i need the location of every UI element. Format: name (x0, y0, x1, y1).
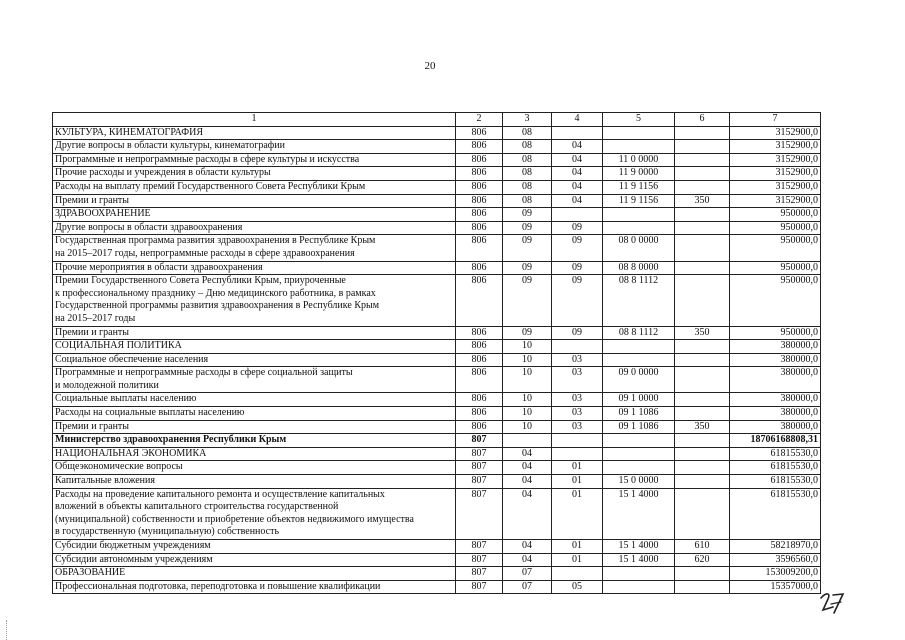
row-name (53, 326, 456, 340)
subsection-code: 03 (552, 353, 603, 367)
section-code: 09 (503, 275, 552, 326)
admin-code: 807 (456, 447, 503, 461)
amount: 61815530,0 (730, 488, 821, 539)
row-name-line: Профессиональная подготовка, переподготовка и повышение квалификации (55, 580, 381, 592)
table-row (53, 393, 821, 407)
row-name (53, 126, 456, 140)
amount: 380000,0 (730, 367, 821, 393)
amount: 3152900,0 (730, 167, 821, 181)
table-row (53, 567, 821, 581)
row-name-line: Министерство здравоохранения Республики Крым (55, 434, 287, 446)
section-code: 10 (503, 393, 552, 407)
row-name-line: Расходы на выплату премий Государственного Совета Республики Крым (55, 180, 366, 192)
subsection-code: 04 (552, 140, 603, 154)
subsection-code: 03 (552, 393, 603, 407)
section-code: 09 (503, 208, 552, 222)
row-name-line: ОБРАЗОВАНИЕ (55, 567, 126, 579)
admin-code: 806 (456, 367, 503, 393)
row-name-line: Прочие расходы и учреждения в области культуры (55, 167, 271, 179)
amount: 61815530,0 (730, 447, 821, 461)
section-code: 07 (503, 580, 552, 594)
subsection-code: 04 (552, 180, 603, 194)
subsection-code (552, 208, 603, 222)
row-name-line: Государственная программа развития здравоохранения в Республике Крым (55, 235, 376, 247)
amount: 18706168808,31 (730, 434, 821, 448)
section-code: 07 (503, 567, 552, 581)
target-article: 09 0 0000 (603, 367, 675, 393)
expense-type (675, 393, 730, 407)
row-name-line: (муниципальной) собственности и приобретение объектов недвижимого имущества (55, 513, 414, 525)
target-article: 15 1 4000 (603, 540, 675, 554)
admin-code: 806 (456, 194, 503, 208)
target-article (603, 461, 675, 475)
table-row (53, 447, 821, 461)
admin-code: 806 (456, 340, 503, 354)
target-article: 15 1 4000 (603, 553, 675, 567)
target-article: 11 9 1156 (603, 194, 675, 208)
amount: 380000,0 (730, 407, 821, 421)
target-article (603, 580, 675, 594)
section-code (503, 434, 552, 448)
admin-code: 807 (456, 475, 503, 489)
row-name-line: Премии и гранты (55, 326, 130, 338)
amount: 380000,0 (730, 340, 821, 354)
row-name (53, 261, 456, 275)
row-name (53, 407, 456, 421)
table-row (53, 580, 821, 594)
amount: 15357000,0 (730, 580, 821, 594)
subsection-code: 03 (552, 407, 603, 421)
admin-code: 807 (456, 461, 503, 475)
section-code: 09 (503, 221, 552, 235)
table-row (53, 420, 821, 434)
table-row (53, 180, 821, 194)
table-row (53, 461, 821, 475)
subsection-code: 09 (552, 261, 603, 275)
target-article (603, 126, 675, 140)
table-row (53, 434, 821, 448)
row-name (53, 167, 456, 181)
subsection-code (552, 447, 603, 461)
expense-type (675, 126, 730, 140)
row-name (53, 140, 456, 154)
expense-type (675, 221, 730, 235)
amount: 380000,0 (730, 353, 821, 367)
target-article: 11 9 0000 (603, 167, 675, 181)
section-code: 08 (503, 180, 552, 194)
amount: 153009200,0 (730, 567, 821, 581)
table-row (53, 208, 821, 222)
target-article: 08 8 0000 (603, 261, 675, 275)
row-name-line: Субсидии бюджетным учреждениям (55, 540, 211, 551)
table-row (53, 153, 821, 167)
expense-type (675, 407, 730, 421)
row-name-line: Общеэкономические вопросы (55, 461, 183, 473)
admin-code: 807 (456, 567, 503, 581)
expense-type: 350 (675, 326, 730, 340)
row-name (53, 461, 456, 475)
target-article (603, 340, 675, 354)
admin-code: 806 (456, 221, 503, 235)
section-code: 10 (503, 420, 552, 434)
target-article: 09 1 0000 (603, 393, 675, 407)
row-name-line: к профессиональному празднику – Дню медицинского работника, в рамках (55, 287, 376, 299)
admin-code: 806 (456, 126, 503, 140)
section-code: 08 (503, 194, 552, 208)
column-header: 2 (456, 113, 503, 127)
subsection-code: 03 (552, 367, 603, 393)
row-name-line: НАЦИОНАЛЬНАЯ ЭКОНОМИКА (55, 447, 207, 459)
subsection-code: 03 (552, 420, 603, 434)
row-name (53, 420, 456, 434)
row-name (53, 367, 456, 393)
amount: 3152900,0 (730, 126, 821, 140)
admin-code: 806 (456, 420, 503, 434)
admin-code: 807 (456, 580, 503, 594)
section-code: 10 (503, 340, 552, 354)
table-row (53, 221, 821, 235)
table-row (53, 340, 821, 354)
target-article: 09 1 1086 (603, 407, 675, 421)
admin-code: 806 (456, 208, 503, 222)
row-name (53, 275, 456, 326)
expense-type (675, 567, 730, 581)
subsection-code: 04 (552, 153, 603, 167)
column-header: 6 (675, 113, 730, 127)
section-code: 04 (503, 447, 552, 461)
row-name-line: Другие вопросы в области здравоохранения (55, 221, 243, 233)
admin-code: 807 (456, 540, 503, 554)
amount: 3152900,0 (730, 140, 821, 154)
expense-type (675, 235, 730, 261)
amount: 3152900,0 (730, 153, 821, 167)
row-name (53, 580, 456, 594)
expense-type (675, 461, 730, 475)
expense-type: 610 (675, 540, 730, 554)
row-name-line: Расходы на социальные выплаты населению (55, 407, 245, 419)
row-name (53, 194, 456, 208)
amount: 3596560,0 (730, 553, 821, 567)
row-name-line: в государственную (муниципальную) собственность (55, 526, 280, 538)
subsection-code: 09 (552, 275, 603, 326)
expense-type (675, 488, 730, 539)
column-header: 3 (503, 113, 552, 127)
expense-type (675, 140, 730, 154)
row-name-line: Государственной программы развития здравоохранения в Республике Крым (55, 300, 380, 312)
row-name-line: и молодежной политики (55, 379, 159, 391)
row-name-line: ЗДРАВООХРАНЕНИЕ (55, 208, 151, 220)
subsection-code: 09 (552, 235, 603, 261)
table-row (53, 488, 821, 539)
expense-type (675, 353, 730, 367)
column-header: 1 (53, 113, 456, 127)
section-code: 04 (503, 553, 552, 567)
amount: 58218970,0 (730, 540, 821, 554)
row-name-line: КУЛЬТУРА, КИНЕМАТОГРАФИЯ (55, 126, 203, 138)
row-name (53, 553, 456, 567)
target-article: 15 0 0000 (603, 475, 675, 489)
subsection-code (552, 126, 603, 140)
row-name-line: Программные и непрограммные расходы в сфере культуры и искусства (55, 153, 360, 165)
amount: 950000,0 (730, 208, 821, 222)
section-code: 10 (503, 367, 552, 393)
expense-type (675, 208, 730, 222)
admin-code: 806 (456, 407, 503, 421)
admin-code: 807 (456, 434, 503, 448)
subsection-code: 01 (552, 475, 603, 489)
column-header: 7 (730, 113, 821, 127)
row-name-line: Прочие мероприятия в области здравоохранения (55, 261, 263, 273)
admin-code: 806 (456, 326, 503, 340)
margin-marks (6, 620, 9, 640)
target-article (603, 140, 675, 154)
subsection-code (552, 340, 603, 354)
target-article: 15 1 4000 (603, 488, 675, 539)
row-name (53, 567, 456, 581)
target-article: 11 0 0000 (603, 153, 675, 167)
subsection-code: 01 (552, 540, 603, 554)
row-name-line: Социальное обеспечение населения (55, 353, 209, 365)
target-article (603, 208, 675, 222)
amount: 950000,0 (730, 221, 821, 235)
row-name (53, 153, 456, 167)
row-name-line: Премии и гранты (55, 194, 130, 206)
expense-type: 350 (675, 420, 730, 434)
expense-type (675, 153, 730, 167)
table-row (53, 367, 821, 393)
expense-type (675, 261, 730, 275)
table-header-row (53, 113, 821, 127)
target-article (603, 434, 675, 448)
section-code: 04 (503, 475, 552, 489)
subsection-code: 04 (552, 167, 603, 181)
table-row (53, 126, 821, 140)
table-row (53, 326, 821, 340)
admin-code: 807 (456, 553, 503, 567)
table-row (53, 235, 821, 261)
expense-type (675, 475, 730, 489)
amount: 61815530,0 (730, 461, 821, 475)
admin-code: 806 (456, 275, 503, 326)
row-name (53, 475, 456, 489)
expense-type (675, 367, 730, 393)
row-name-line: Премии Государственного Совета Республики Крым, приуроченные (55, 275, 346, 287)
expense-type: 620 (675, 553, 730, 567)
row-name-line: Программные и непрограммные расходы в сфере социальной защиты (55, 367, 353, 379)
table-row (53, 275, 821, 326)
subsection-code: 05 (552, 580, 603, 594)
row-name-line: СОЦИАЛЬНАЯ ПОЛИТИКА (55, 340, 182, 352)
row-name (53, 235, 456, 261)
row-name-line: на 2015–2017 годы (55, 312, 136, 324)
table-row (53, 407, 821, 421)
table-row (53, 261, 821, 275)
section-code: 10 (503, 353, 552, 367)
amount: 3152900,0 (730, 180, 821, 194)
target-article: 08 0 0000 (603, 235, 675, 261)
expense-type (675, 180, 730, 194)
section-code: 10 (503, 407, 552, 421)
expense-type (675, 167, 730, 181)
expense-type: 350 (675, 194, 730, 208)
section-code: 08 (503, 153, 552, 167)
amount: 950000,0 (730, 326, 821, 340)
row-name (53, 393, 456, 407)
section-code: 08 (503, 140, 552, 154)
row-name-line: на 2015–2017 годы, непрограммные расходы в сфере здравоохранения (55, 247, 355, 259)
row-name (53, 221, 456, 235)
section-code: 08 (503, 126, 552, 140)
section-code: 09 (503, 261, 552, 275)
admin-code: 806 (456, 235, 503, 261)
row-name-line: Субсидии автономным учреждениям (55, 553, 213, 565)
subsection-code: 09 (552, 326, 603, 340)
section-code: 09 (503, 326, 552, 340)
amount: 3152900,0 (730, 194, 821, 208)
row-name (53, 340, 456, 354)
row-name (53, 434, 456, 448)
table-row (53, 167, 821, 181)
row-name (53, 540, 456, 554)
row-name-line: вложений в объекты капитального строительства государственной (55, 501, 339, 513)
target-article: 11 9 1156 (603, 180, 675, 194)
row-name (53, 353, 456, 367)
target-article: 08 8 1112 (603, 275, 675, 326)
admin-code: 806 (456, 153, 503, 167)
admin-code: 807 (456, 488, 503, 539)
table-row (53, 475, 821, 489)
row-name-line: Премии и гранты (55, 420, 130, 432)
subsection-code: 01 (552, 488, 603, 539)
admin-code: 806 (456, 167, 503, 181)
page-number: 20 (424, 60, 436, 72)
target-article (603, 447, 675, 461)
amount: 61815530,0 (730, 475, 821, 489)
table-row (53, 353, 821, 367)
target-article: 08 8 1112 (603, 326, 675, 340)
row-name-line: Расходы на проведение капитального ремонта и осуществление капитальных (55, 488, 385, 500)
handwritten-signature (818, 586, 848, 616)
amount: 380000,0 (730, 393, 821, 407)
row-name (53, 447, 456, 461)
amount: 950000,0 (730, 261, 821, 275)
row-name-line: Социальные выплаты населению (55, 393, 197, 405)
section-code: 04 (503, 461, 552, 475)
expense-type (675, 447, 730, 461)
subsection-code: 01 (552, 553, 603, 567)
row-name-line: Другие вопросы в области культуры, кинематографии (55, 140, 285, 152)
section-code: 04 (503, 488, 552, 539)
subsection-code: 04 (552, 194, 603, 208)
row-name (53, 208, 456, 222)
table-row (53, 540, 821, 554)
section-code: 08 (503, 167, 552, 181)
amount: 380000,0 (730, 420, 821, 434)
amount: 950000,0 (730, 235, 821, 261)
subsection-code (552, 567, 603, 581)
admin-code: 806 (456, 261, 503, 275)
admin-code: 806 (456, 180, 503, 194)
expense-type (675, 434, 730, 448)
section-code: 09 (503, 235, 552, 261)
expense-type (675, 340, 730, 354)
target-article (603, 221, 675, 235)
row-name-line: Капитальные вложения (55, 475, 155, 487)
subsection-code: 09 (552, 221, 603, 235)
amount: 950000,0 (730, 275, 821, 326)
admin-code: 806 (456, 393, 503, 407)
admin-code: 806 (456, 140, 503, 154)
table-row (53, 553, 821, 567)
admin-code: 806 (456, 353, 503, 367)
row-name (53, 180, 456, 194)
expense-type (675, 275, 730, 326)
column-header: 4 (552, 113, 603, 127)
target-article (603, 353, 675, 367)
row-name (53, 488, 456, 539)
subsection-code (552, 434, 603, 448)
table-row (53, 194, 821, 208)
table-row (53, 140, 821, 154)
section-code: 04 (503, 540, 552, 554)
budget-table (52, 112, 821, 594)
target-article: 09 1 1086 (603, 420, 675, 434)
subsection-code: 01 (552, 461, 603, 475)
column-header: 5 (603, 113, 675, 127)
target-article (603, 567, 675, 581)
expense-type (675, 580, 730, 594)
